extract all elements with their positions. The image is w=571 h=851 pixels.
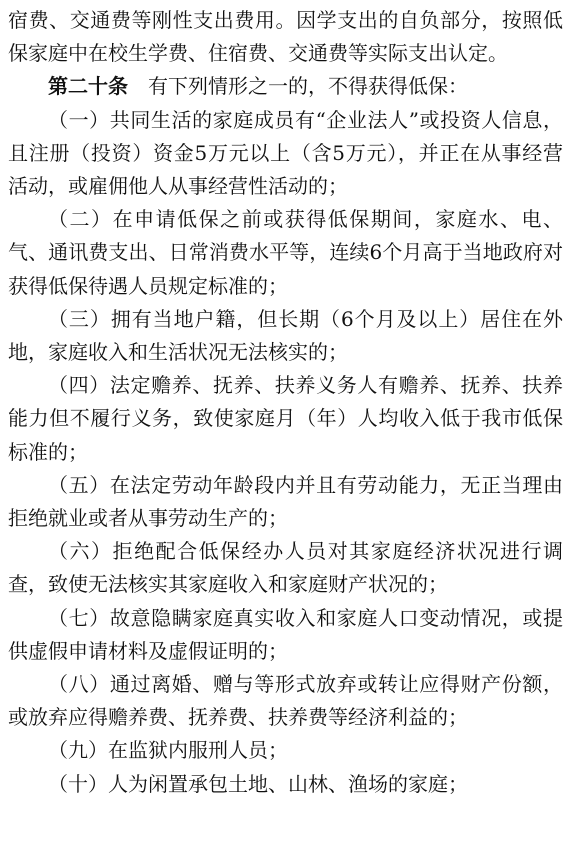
article-20-paragraph [8, 70, 563, 103]
list-item: （十）人为闲置承包土地、山林、渔场的家庭； [48, 771, 468, 796]
list-item: （七）故意隐瞒家庭真实收入和家庭人口变动情况，或提供虚假申请材料及虚假证明的； [8, 605, 563, 663]
continuation-paragraph: 宿费、交通费等刚性支出费用。因学支出的自负部分，按照低保家庭中在校生学费、住宿费、交通费等实际支出认定。 [8, 8, 563, 66]
list-item: （一）共同生活的家庭成员有“企业法人”或投资人信息，且注册（投资）资金5万元以上（含5万元），并正在从事经营活动，或雇佣他人从事经营性活动的； [8, 107, 563, 199]
list-item: （二）在申请低保之前或获得低保期间，家庭水、电、气、通讯费支出、日常消费水平等，连续6个月高于当地政府对获得低保待遇人员规定标准的； [8, 207, 563, 298]
list-item: （三）拥有当地户籍，但长期（6个月及以上）居住在外地，家庭收入和生活状况无法核实的； [8, 306, 563, 365]
list-item: （五）在法定劳动年龄段内并且有劳动能力，无正当理由拒绝就业或者从事劳动生产的； [8, 472, 563, 531]
list-item: （八）通过离婚、赠与等形式放弃或转让应得财产份额，或放弃应得赡养费、抚养费、扶养费等经济利益的； [8, 672, 563, 730]
list-item: （六）拒绝配合低保经办人员对其家庭经济状况进行调查，致使无法核实其家庭收入和家庭财产状况的； [8, 539, 563, 597]
list-item: （四）法定赡养、抚养、扶养义务人有赡养、抚养、扶养能力但不履行义务，致使家庭月（年）人均收入低于我市低保标准的； [8, 373, 563, 464]
article-heading: 第二十条 [48, 74, 128, 99]
list-item: （九）在监狱内服刑人员； [48, 738, 288, 763]
article-intro: 有下列情形之一的，不得获得低保： [148, 74, 468, 99]
